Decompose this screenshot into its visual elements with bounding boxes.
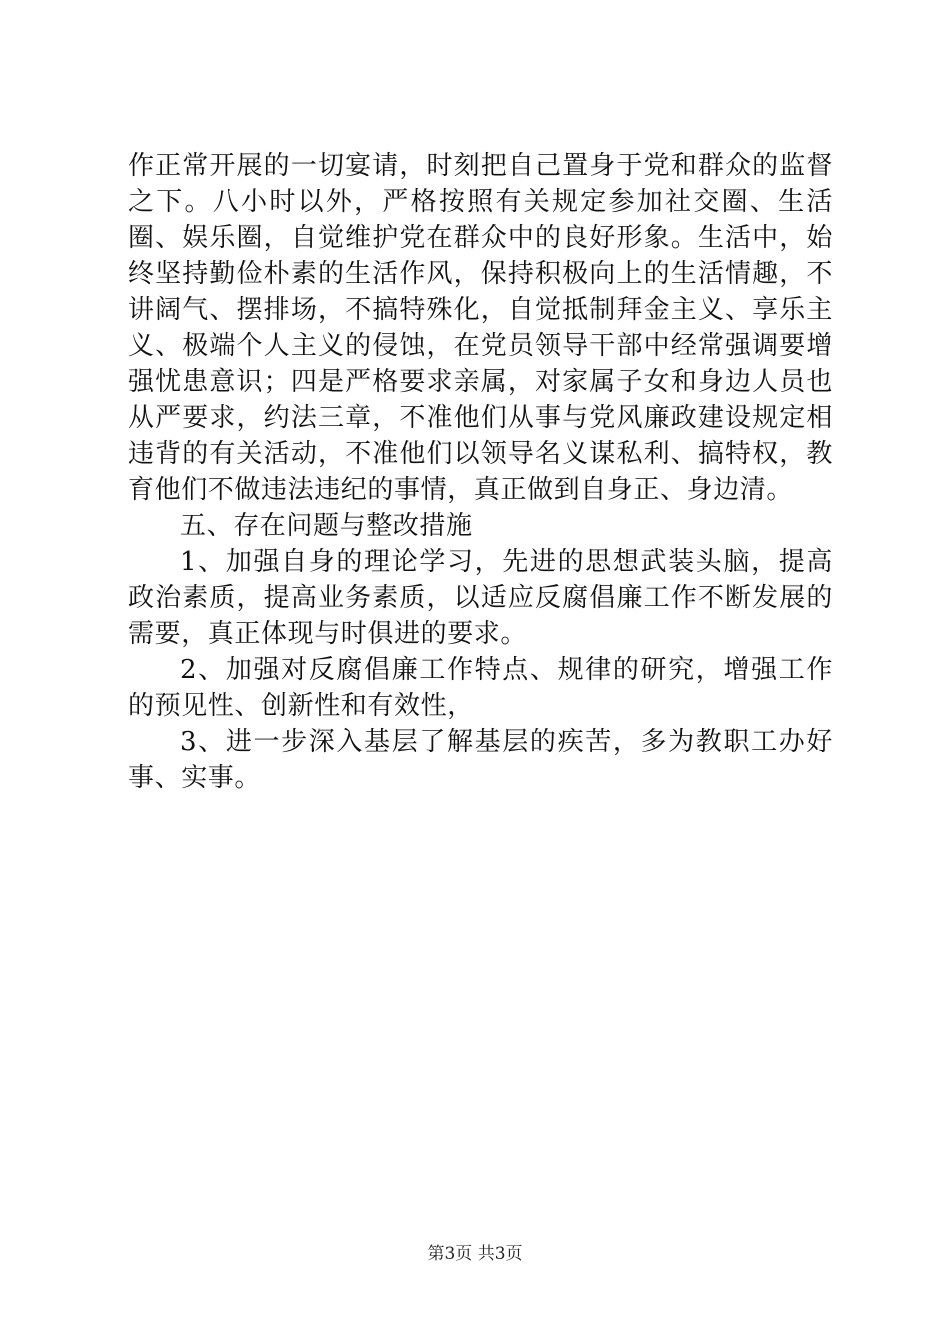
page-number-footer: 第3页 共3页 xyxy=(427,1244,523,1264)
paragraph-continuation: 作正常开展的一切宴请，时刻把自己置身于党和群众的监督之下。八小时以外，严格按照有关规定参加社交圈、生活圈、娱乐圈，自觉维护党在群众中的良好形象。生活中，始终坚持勤俭朴素的生活作风，保持积极向上的生活情趣，不讲阔气、摆排场，不搞特殊化，自觉抵制拜金主义、享乐主义、极端个人主义的侵蚀，在党员领导干部中经常强调要增强忧患意识；四是严格要求亲属，对家属子女和身边人员也从严要求，约法三章，不准他们从事与党风廉政建设规定相违背的有关活动，不准他们以领导名义谋私利、搞特权，教育他们不做违法违纪的事情，真正做到自身正、身边清。 xyxy=(128,151,833,505)
section-heading: 五、存在问题与整改措施 xyxy=(180,511,473,541)
list-item: 3、进一步深入基层了解基层的疾苦，多为教职工办好事、实事。 xyxy=(128,727,833,793)
document-body xyxy=(128,148,833,796)
list-item: 2、加强对反腐倡廉工作特点、规律的研究，增强工作的预见性、创新性和有效性， xyxy=(128,655,833,721)
list-item: 1、加强自身的理论学习，先进的思想武装头脑，提高政治素质，提高业务素质，以适应反腐倡廉工作不断发展的需要，真正体现与时俱进的要求。 xyxy=(128,547,833,649)
